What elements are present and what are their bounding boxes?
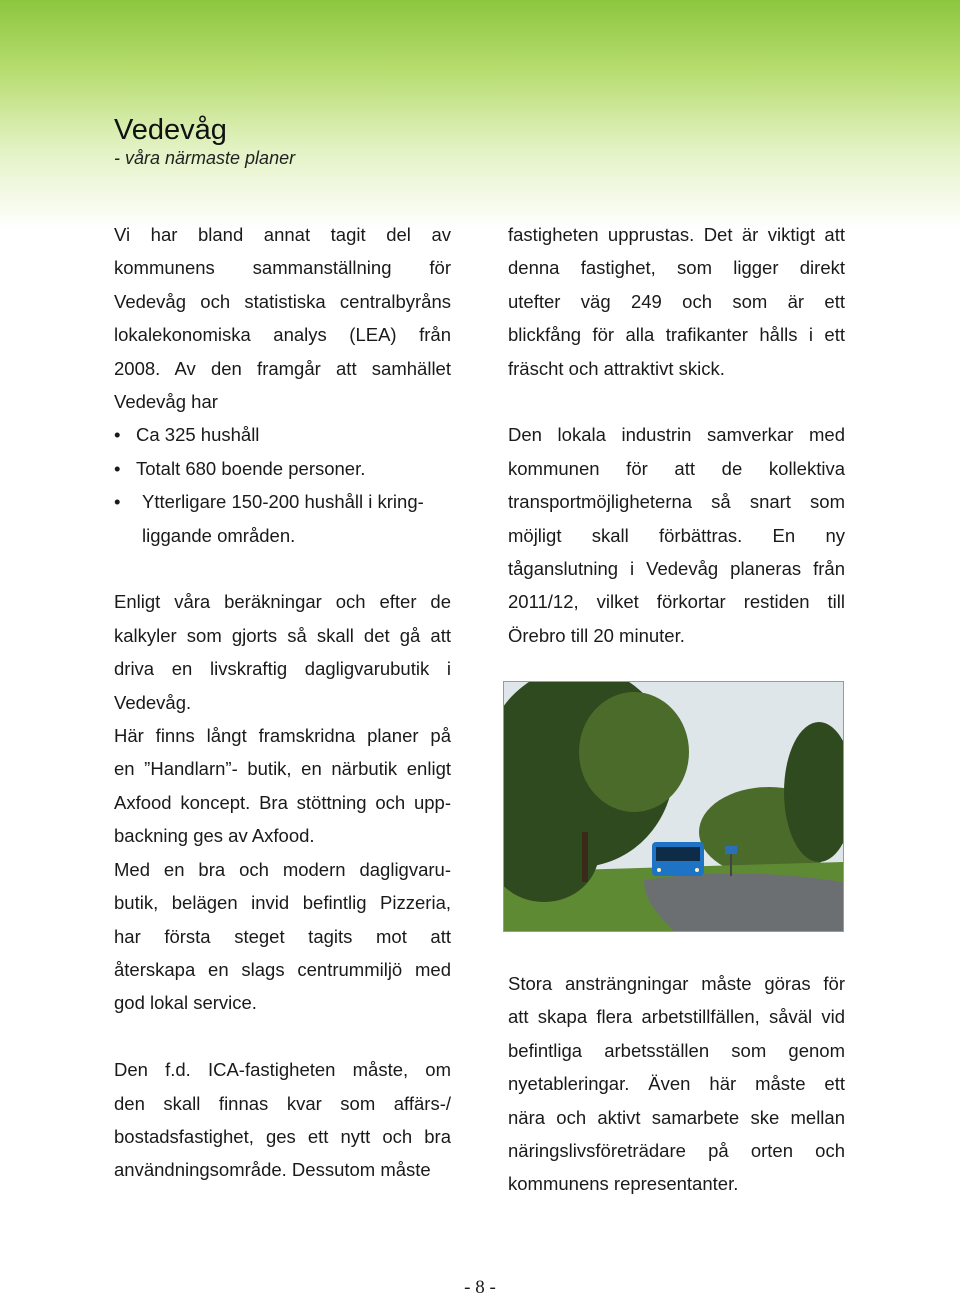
paragraph-ica-property	[114, 1053, 451, 1187]
text-line: Axfood koncept. Bra stöttning och upp-	[114, 791, 451, 813]
text-line: Här finns långt framskridna planer på	[114, 725, 451, 747]
photo-bus-headlight	[695, 868, 699, 872]
text-line: Örebro till 20 minuter.	[508, 624, 685, 646]
text-line: Vedevåg.	[114, 691, 192, 713]
text-line: en ”Handlarn”- butik, en närbutik enligt	[114, 758, 451, 780]
text-line: lokalekonomiska analys (LEA) från	[114, 324, 451, 346]
right-column-top	[508, 218, 845, 652]
text-line: blickfång för alla trafikanter hålls i ett	[508, 324, 845, 346]
paragraph-spacer	[508, 385, 845, 418]
text-line: nyetableringar. Även här måste ett	[508, 1073, 845, 1095]
text-line: Vedevåg och statistiska centralbyråns	[114, 290, 451, 312]
text-line: kalkyler som gjorts så skall det gå att	[114, 624, 451, 646]
list-item	[114, 485, 451, 518]
text-line: användningsområde. Dessutom måste	[114, 1159, 431, 1181]
right-column-bottom	[508, 967, 845, 1201]
text-line: har första steget tagits mot att	[114, 925, 451, 947]
list-item-text: Ytterligare 150-200 hushåll i kring-	[142, 491, 424, 513]
text-line: fräscht och attraktivt skick.	[508, 357, 725, 379]
paragraph-transport	[508, 418, 845, 652]
text-line: Den f.d. ICA-fastigheten måste, om	[114, 1059, 451, 1081]
page-title: Vedevåg	[114, 114, 227, 146]
list-item	[114, 418, 451, 451]
text-line: god lokal service.	[114, 992, 257, 1014]
text-line: möjligt skall förbättras. En ny	[508, 524, 845, 546]
paragraph-spacer	[114, 1020, 451, 1053]
bullet-list	[114, 418, 451, 552]
bullet-marker: •	[114, 424, 121, 446]
page-subtitle: - våra närmaste planer	[114, 148, 296, 168]
photo-big-tree-crown	[579, 692, 689, 812]
text-line: transportmöjligheterna så snart som	[508, 491, 845, 513]
paragraph-calculations	[114, 585, 451, 719]
paragraph-property-renovation	[508, 218, 845, 385]
text-line: nära och aktivt samarbete ske mellan	[508, 1106, 845, 1128]
text-line: 2011/12, vilket förkortar restiden till	[508, 591, 845, 613]
text-line: att skapa flera arbetstillfällen, såväl vid	[508, 1006, 845, 1028]
photo-road-sign	[725, 846, 737, 854]
text-line: Med en bra och modern dagligvaru-	[114, 858, 451, 880]
page-number: - 8 -	[464, 1277, 496, 1298]
photo-sign-post	[730, 852, 732, 876]
text-line: utefter väg 249 och som är ett	[508, 290, 845, 312]
text-line: tåganslutning i Vedevåg planeras från	[508, 558, 845, 580]
paragraph-jobs	[508, 967, 845, 1201]
text-line: återskapa en slags centrummiljö med	[114, 958, 451, 980]
left-column	[114, 218, 451, 1187]
text-line: kommunens sammanställning för	[114, 257, 451, 279]
text-line: Stora ansträngningar måste göras för	[508, 973, 845, 994]
text-line: backning ges av Axfood.	[114, 825, 315, 847]
list-item-text: Totalt 680 boende personer.	[136, 457, 366, 479]
text-line: Den lokala industrin samverkar med	[508, 424, 845, 446]
paragraph-handlarn	[114, 719, 451, 853]
text-line: kommunen för att de kollektiva	[508, 457, 845, 479]
photo-illustration	[504, 682, 843, 931]
photo-bus-headlight	[657, 868, 661, 872]
text-line: näringslivsföreträdare på orten och	[508, 1140, 845, 1162]
text-line: Vi har bland annat tagit del av	[114, 224, 451, 245]
bullet-marker: •	[114, 457, 121, 479]
paragraph-store	[114, 853, 451, 1020]
text-line: den skall finnas kvar som affärs-/	[114, 1092, 451, 1114]
list-item-continuation: liggande områden.	[142, 524, 296, 546]
photo-tree-trunk	[582, 832, 588, 882]
photo-road	[644, 874, 843, 932]
text-line: bostadsfastighet, ges ett nytt och bra	[114, 1125, 451, 1147]
photo-bus-windshield	[656, 847, 700, 861]
text-line: Enligt våra beräkningar och efter de	[114, 591, 451, 613]
list-item-text: Ca 325 hushåll	[136, 424, 260, 446]
bus-road-photo	[503, 681, 844, 932]
paragraph-spacer	[114, 552, 451, 585]
bullet-marker: •	[114, 491, 121, 513]
list-item	[114, 452, 451, 485]
text-line: driva en livskraftig dagligvarubutik i	[114, 658, 451, 680]
text-line: kommunens representanter.	[508, 1173, 739, 1195]
text-line: befintliga arbetsställen som genom	[508, 1039, 845, 1061]
text-line: denna fastighet, som ligger direkt	[508, 257, 845, 279]
text-line: fastigheten upprustas. Det är viktigt att	[508, 224, 845, 245]
text-line: 2008. Av den framgår att samhället	[114, 357, 451, 379]
text-line: butik, belägen invid befintlig Pizzeria,	[114, 892, 451, 914]
paragraph-intro	[114, 218, 451, 418]
text-line: Vedevåg har	[114, 391, 218, 413]
